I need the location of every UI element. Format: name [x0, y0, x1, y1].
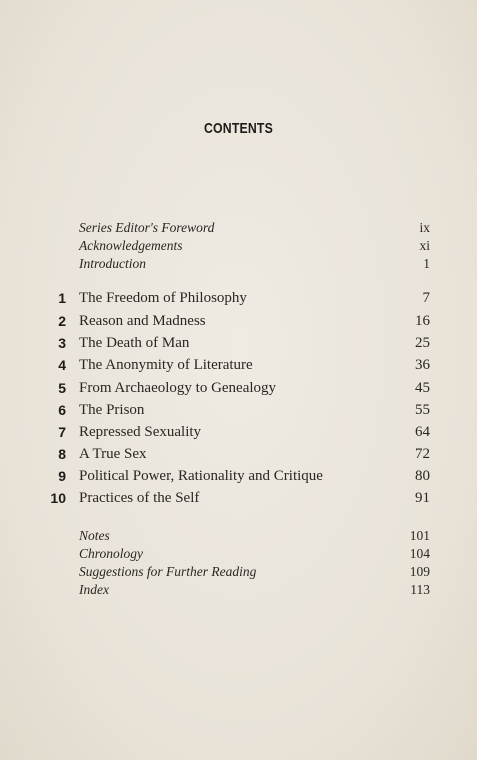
toc-entry-label: Suggestions for Further Reading [79, 564, 257, 579]
chapter-number: 9 [58, 468, 66, 484]
toc-entry-page: 1 [423, 256, 430, 271]
toc-entry-label: Chronology [79, 546, 143, 561]
chapter-page: 55 [415, 402, 430, 418]
chapter-title: The Death of Man [79, 335, 190, 351]
chapter-number: 4 [58, 357, 66, 373]
toc-entry-label: Index [79, 582, 109, 597]
toc-entry-label: Acknowledgements [79, 238, 183, 253]
toc-entry-page: ix [419, 220, 430, 235]
chapter-title: Repressed Sexuality [79, 424, 202, 440]
chapter-title: The Freedom of Philosophy [79, 290, 247, 306]
toc-chapter [0, 402, 477, 422]
toc-chapter [0, 335, 477, 355]
chapter-page: 72 [415, 446, 430, 462]
toc-entry-page: 104 [409, 546, 430, 561]
chapter-number: 6 [58, 402, 66, 418]
page-title: CONTENTS [204, 120, 273, 137]
chapter-title: A True Sex [79, 446, 147, 462]
chapter-number: 8 [58, 446, 66, 462]
toc-entry-back [0, 582, 477, 602]
chapter-page: 36 [415, 357, 430, 373]
toc-chapter [0, 357, 477, 377]
chapter-number: 3 [58, 335, 66, 351]
chapter-number: 5 [58, 380, 66, 396]
toc-entry-page: 109 [409, 564, 430, 579]
toc-entry-page: xi [419, 238, 430, 253]
chapter-number: 7 [58, 424, 66, 440]
chapter-title: Political Power, Rationality and Critique [79, 468, 323, 484]
chapter-page: 16 [415, 313, 430, 329]
chapter-title: The Anonymity of Literature [79, 357, 253, 373]
chapter-page: 25 [415, 335, 430, 351]
toc-chapter [0, 468, 477, 488]
toc-entry-label: Notes [79, 528, 110, 543]
toc-entry-page: 113 [410, 582, 430, 597]
chapter-page: 80 [415, 468, 430, 484]
chapter-page: 64 [415, 424, 430, 440]
chapter-title: The Prison [79, 402, 145, 418]
chapter-page: 45 [415, 380, 430, 396]
toc-entry-label: Introduction [79, 256, 146, 271]
chapter-number: 10 [50, 490, 66, 506]
chapter-number: 1 [58, 290, 66, 306]
chapter-title: Reason and Madness [79, 313, 206, 329]
toc-chapter [0, 380, 477, 400]
toc-chapter [0, 290, 477, 310]
toc-entry-back [0, 564, 477, 584]
chapter-title: Practices of the Self [79, 490, 200, 506]
toc-entry-page: 101 [409, 528, 430, 543]
toc-chapter [0, 446, 477, 466]
toc-entry-back [0, 528, 477, 548]
toc-chapter [0, 490, 477, 510]
toc-entry-back [0, 546, 477, 566]
toc-chapter [0, 424, 477, 444]
chapter-page: 91 [415, 490, 430, 506]
chapter-page: 7 [422, 290, 430, 306]
toc-entry-front [0, 238, 477, 258]
toc-chapter [0, 313, 477, 333]
toc-entry-label: Series Editor's Foreword [79, 220, 215, 235]
chapter-title: From Archaeology to Genealogy [79, 380, 277, 396]
toc-entry-front [0, 220, 477, 240]
toc-entry-front [0, 256, 477, 276]
chapter-number: 2 [58, 313, 66, 329]
